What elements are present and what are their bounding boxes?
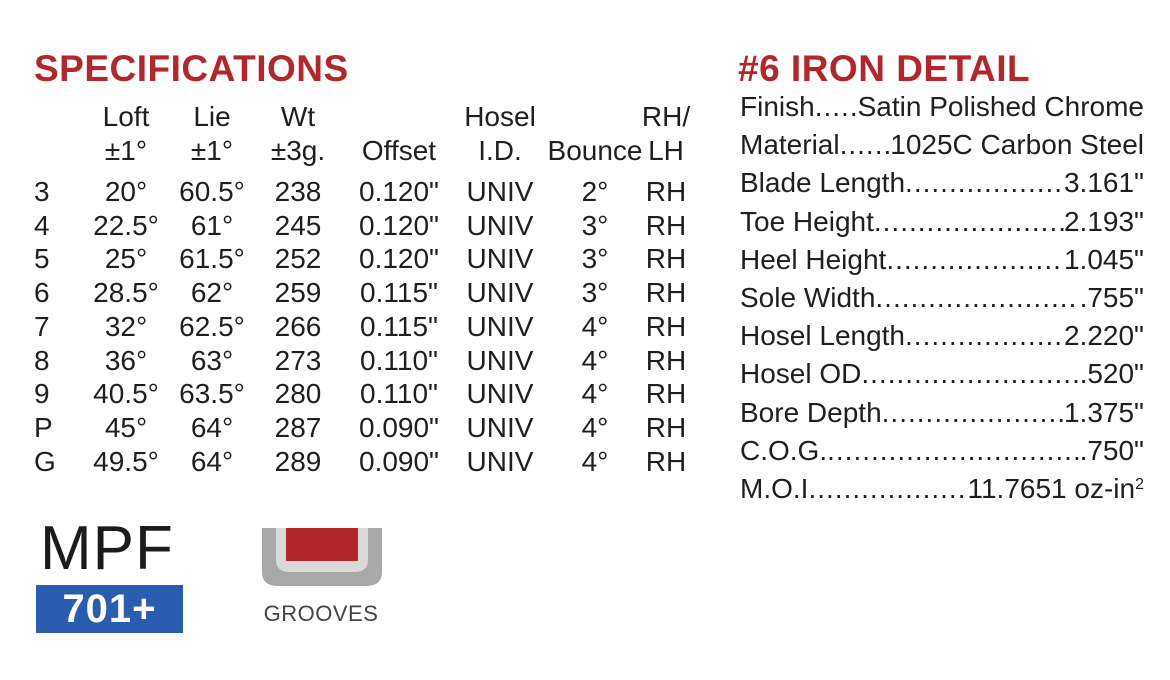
leader-dots: [905, 317, 1064, 355]
detail-row: [740, 241, 1144, 279]
detail-value: [1080, 355, 1144, 393]
cell-wt: 273: [274, 344, 322, 376]
cell-loft: 32°: [104, 310, 148, 342]
iron-detail-list: [740, 88, 1144, 508]
detail-row: [740, 164, 1144, 202]
detail-row: [740, 279, 1144, 317]
cell-bounce: 4°: [581, 378, 609, 410]
cell-offset: 0.090": [358, 445, 440, 477]
cell-wt: 289: [274, 445, 322, 477]
detail-value-text: .520": [1079, 358, 1144, 390]
detail-value-text: Satin Polished Chrome: [857, 91, 1144, 122]
detail-label: Material: [740, 129, 840, 161]
cell-bounce: 4°: [581, 310, 609, 342]
cell-offset: 0.115": [360, 310, 438, 342]
cell-offset: 0.115": [360, 277, 438, 309]
specifications-title: SPECIFICATIONS: [34, 48, 349, 89]
cell-club: 4: [34, 209, 50, 241]
cell-hand: RH: [645, 445, 687, 477]
detail-label: M.O.I: [740, 472, 809, 504]
leader-dots: [808, 470, 967, 508]
cell-hand: RH: [645, 176, 687, 207]
cell-wt: 252: [274, 243, 322, 275]
column-header-hosel_id: I.D.: [478, 135, 522, 166]
cell-club: 5: [34, 243, 50, 275]
cell-offset: 0.120": [358, 209, 440, 241]
detail-value-text: 2.220": [1063, 320, 1144, 352]
table-row: [34, 344, 734, 378]
mpf-logo-badge: 701+: [36, 585, 183, 633]
cell-offset: 0.110": [360, 344, 438, 376]
cell-loft: 22.5°: [93, 209, 159, 241]
cell-hand: RH: [645, 209, 687, 241]
cell-club: P: [34, 411, 53, 443]
detail-row: [740, 432, 1144, 470]
cell-offset: 0.110": [360, 378, 438, 410]
detail-value-text: .755": [1079, 281, 1144, 313]
cell-hosel_id: UNIV: [466, 277, 534, 309]
detail-value: [1080, 279, 1144, 317]
cell-lie: 60.5°: [179, 176, 245, 207]
detail-label: Heel Height: [740, 243, 887, 275]
column-header-wt: ±3g.: [270, 135, 326, 166]
cell-bounce: 3°: [581, 209, 609, 241]
cell-lie: 63.5°: [179, 378, 245, 410]
cell-lie: 62.5°: [179, 310, 245, 342]
detail-label: Toe Height: [740, 205, 874, 237]
leader-dots: [905, 164, 1064, 202]
detail-label: Finish: [740, 91, 815, 122]
cell-hosel_id: UNIV: [466, 411, 534, 443]
table-row: [34, 175, 734, 209]
cell-hand: RH: [645, 243, 687, 275]
detail-row: [740, 88, 1144, 126]
detail-value: [1064, 241, 1144, 279]
cell-club: 3: [34, 176, 50, 207]
cell-club: 8: [34, 344, 50, 376]
cell-lie: 62°: [190, 277, 234, 309]
specifications-table: [34, 100, 734, 490]
cell-wt: 266: [274, 310, 322, 342]
column-header-hand: RH/: [641, 101, 691, 132]
detail-value-text: 11.7651 oz-in: [967, 472, 1136, 504]
cell-hosel_id: UNIV: [466, 176, 534, 207]
cell-hosel_id: UNIV: [466, 344, 534, 376]
column-header-offset: Offset: [361, 135, 437, 166]
column-header-lie: ±1°: [190, 135, 234, 166]
detail-value: [1064, 317, 1144, 355]
table-row: [34, 411, 734, 445]
cell-wt: 245: [274, 209, 322, 241]
detail-label: Blade Length: [740, 167, 906, 199]
cell-bounce: 4°: [581, 445, 609, 477]
cell-hosel_id: UNIV: [466, 243, 534, 275]
detail-label: Sole Width: [740, 281, 876, 313]
detail-value: [1064, 394, 1144, 432]
cell-lie: 64°: [190, 445, 234, 477]
column-header-bounce: Bounce: [547, 135, 643, 166]
leader-dots: [840, 126, 891, 164]
cell-club: G: [34, 445, 56, 477]
table-row: [34, 377, 734, 411]
cell-loft: 28.5°: [93, 277, 159, 309]
cell-bounce: 4°: [581, 411, 609, 443]
leader-dots: [875, 279, 1079, 317]
detail-row: [740, 203, 1144, 241]
cell-loft: 40.5°: [93, 378, 159, 410]
column-header-wt: Wt: [280, 101, 316, 132]
cell-bounce: 4°: [581, 344, 609, 376]
cell-club: 7: [34, 310, 50, 342]
detail-row: [740, 126, 1144, 164]
table-row: [34, 242, 734, 276]
cell-lie: 61.5°: [179, 243, 245, 275]
detail-value-text: 3.161": [1063, 167, 1144, 199]
cell-wt: 287: [274, 411, 322, 443]
cell-lie: 64°: [190, 411, 234, 443]
cell-hosel_id: UNIV: [466, 310, 534, 342]
cell-offset: 0.120": [358, 243, 440, 275]
leader-dots: [861, 355, 1079, 393]
detail-value: [858, 88, 1144, 126]
detail-value-text: 2.193": [1063, 205, 1144, 237]
table-row: [34, 276, 734, 310]
cell-loft: 45°: [104, 411, 148, 443]
cell-club: 9: [34, 378, 50, 410]
table-row: [34, 209, 734, 243]
detail-value: [1064, 164, 1144, 202]
detail-value-text: .750": [1079, 434, 1144, 466]
detail-row: [740, 470, 1144, 508]
cell-hosel_id: UNIV: [466, 445, 534, 477]
grooves-label: GROOVES: [263, 601, 379, 626]
cell-loft: 49.5°: [93, 445, 159, 477]
cell-bounce: 2°: [581, 176, 609, 207]
cell-hand: RH: [645, 411, 687, 443]
detail-value-superscript: 2: [1135, 475, 1144, 493]
cell-bounce: 3°: [581, 277, 609, 309]
cell-hosel_id: UNIV: [466, 209, 534, 241]
detail-value: [1080, 432, 1144, 470]
cell-loft: 36°: [104, 344, 148, 376]
leader-dots: [827, 432, 1079, 470]
detail-value-text: 1025C Carbon Steel: [890, 129, 1144, 161]
cell-wt: 280: [274, 378, 322, 410]
detail-row: [740, 394, 1144, 432]
cell-hand: RH: [645, 277, 687, 309]
table-row: [34, 310, 734, 344]
detail-label: Bore Depth: [740, 396, 882, 428]
column-header-hand: LH: [648, 135, 684, 166]
detail-label: Hosel Length: [740, 320, 906, 352]
cell-wt: 238: [274, 176, 322, 207]
cell-hosel_id: UNIV: [466, 378, 534, 410]
detail-label: C.O.G.: [740, 434, 828, 466]
detail-value-text: 1.045": [1063, 243, 1144, 275]
cell-bounce: 3°: [581, 243, 609, 275]
cell-offset: 0.120": [358, 176, 440, 207]
leader-dots: [882, 394, 1064, 432]
detail-value: [1064, 203, 1144, 241]
cell-club: 6: [34, 277, 50, 309]
cell-hand: RH: [645, 310, 687, 342]
cell-offset: 0.090": [358, 411, 440, 443]
cell-wt: 259: [274, 277, 322, 309]
detail-label: Hosel OD: [740, 358, 862, 390]
cell-lie: 61°: [190, 209, 234, 241]
iron-detail-title: #6 IRON DETAIL: [738, 48, 1031, 89]
leader-dots: [886, 241, 1064, 279]
table-row: [34, 445, 734, 479]
cell-hand: RH: [645, 344, 687, 376]
cell-loft: 25°: [104, 243, 148, 275]
grooves-icon: [262, 528, 382, 588]
cell-hand: RH: [645, 378, 687, 410]
mpf-logo-text: MPF: [40, 514, 174, 583]
column-header-loft: ±1°: [104, 135, 148, 166]
detail-row: [740, 317, 1144, 355]
cell-loft: 20°: [104, 176, 148, 207]
cell-lie: 63°: [190, 344, 234, 376]
leader-dots: [874, 203, 1064, 241]
detail-value-text: 1.375": [1063, 396, 1144, 428]
detail-value: [890, 126, 1144, 164]
column-header-hosel_id: Hosel: [464, 101, 536, 132]
detail-value: [967, 470, 1144, 508]
leader-dots: [815, 88, 858, 126]
column-header-loft: Loft: [102, 101, 150, 132]
detail-row: [740, 355, 1144, 393]
column-header-lie: Lie: [193, 101, 231, 132]
